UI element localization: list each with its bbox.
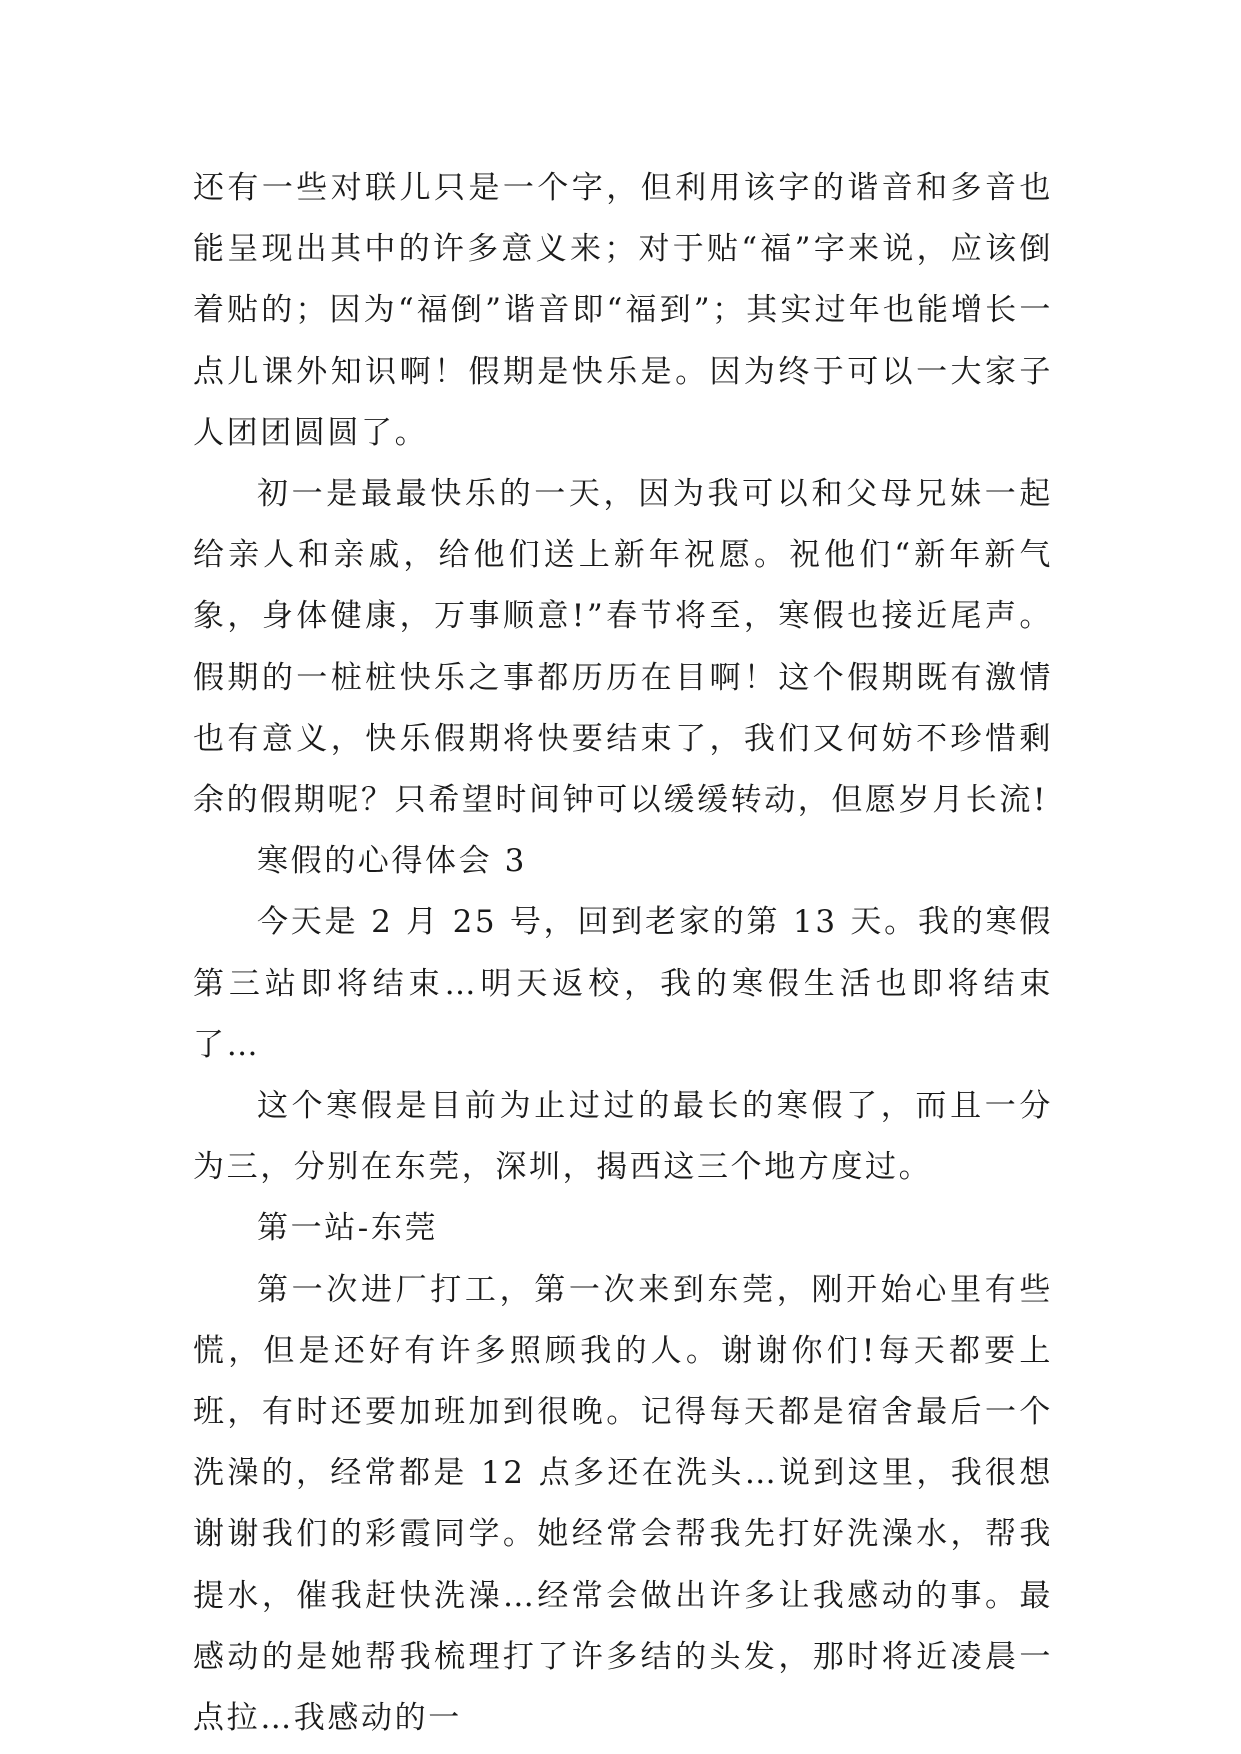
paragraph-first-job: 第一次进厂打工，第一次来到东莞，刚开始心里有些慌，但是还好有许多照顾我的人。谢谢你们!每天都要上班，有时还要加班加到很晚。记得每天都是宿舍最后一个洗澡的，经常都是 12 点多还在洗头…说到这里，我很想谢谢我们的彩霞同学。她经常会帮我先打好洗澡水，帮我提水，催我赶快洗澡…经常会做出许多让我感动的事。最感动的是她帮我梳理打了许多结的头发，那时将近凌晨一点拉…我感动的一 (193, 1271, 1053, 1737)
paragraph-new-year-day: 初一是最最快乐的一天，因为我可以和父母兄妹一起给亲人和亲戚，给他们送上新年祝愿。祝他们“新年新气象，身体健康，万事顺意!”春节将至，寒假也接近尾声。假期的一桩桩快乐之事都历历在目啊！这个假期既有激情也有意义，快乐假期将快要结束了，我们又何妨不珍惜剩余的假期呢？只希望时间钟可以缓缓转动，但愿岁月长流! (193, 476, 1053, 819)
document-body (193, 158, 1053, 1749)
paragraph-couplets: 还有一些对联儿只是一个字，但利用该字的谐音和多音也能呈现出其中的许多意义来；对于贴“福”字来说，应该倒着贴的；因为“福倒”谐音即“福到”；其实过年也能增长一点儿课外知识啊！假期是快乐是。因为终于可以一大家子人团团圆圆了。 (193, 170, 1053, 451)
paragraph-today: 今天是 2 月 25 号，回到老家的第 13 天。我的寒假第三站即将结束…明天返校，我的寒假生活也即将结束了… (193, 904, 1053, 1063)
subsection-heading: 第一站-东莞 (257, 1210, 439, 1247)
section-heading: 寒假的心得体会 3 (257, 843, 527, 880)
paragraph-longest-vacation: 这个寒假是目前为止过过的最长的寒假了，而且一分为三，分别在东莞，深圳，揭西这三个地方度过。 (193, 1088, 1053, 1186)
